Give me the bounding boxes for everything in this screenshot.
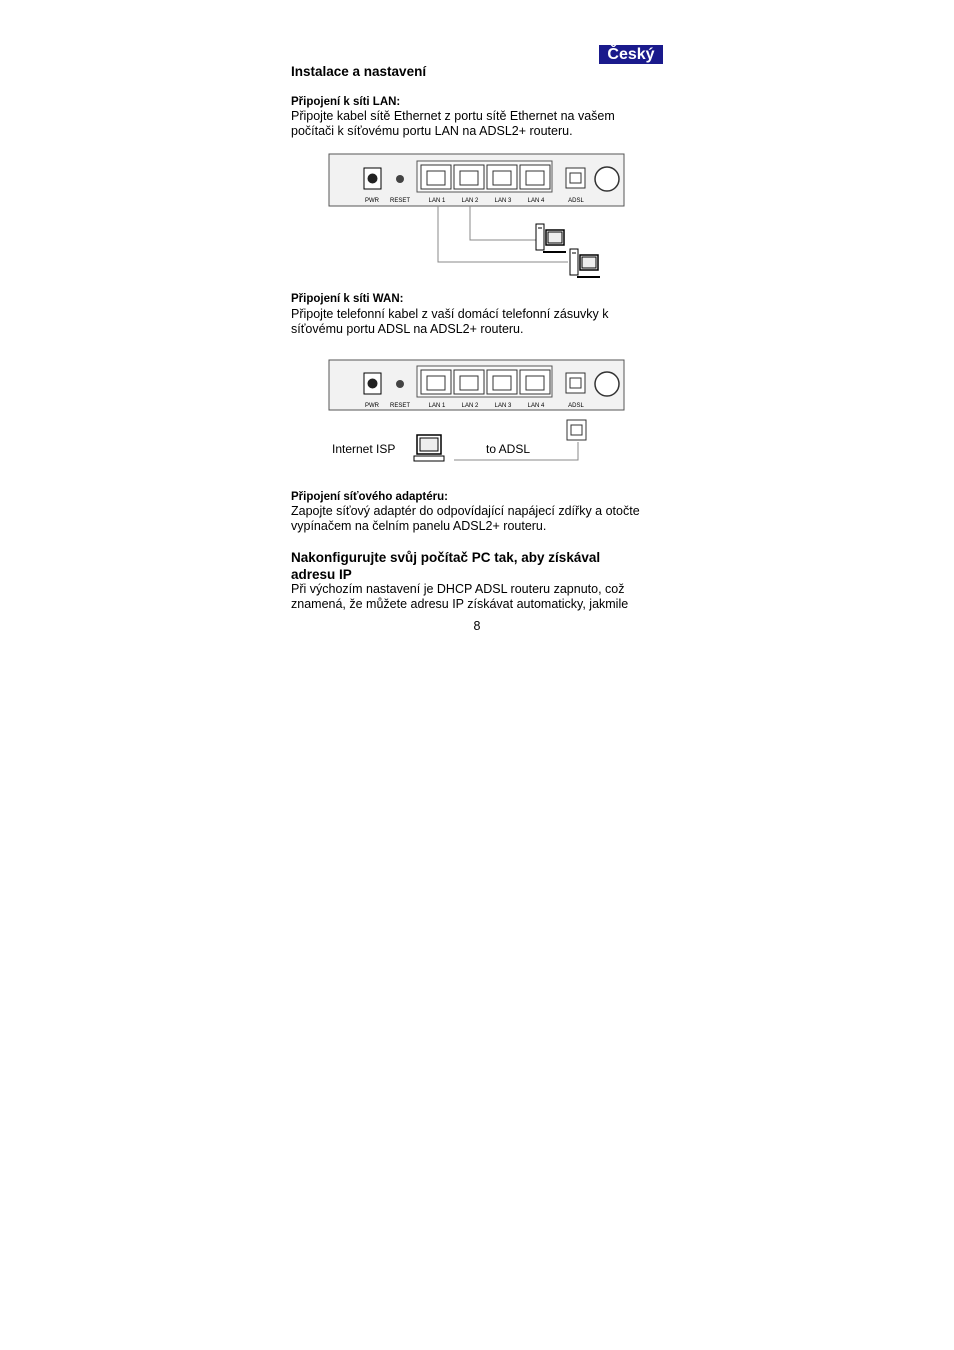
label-pwr: PWR xyxy=(365,403,379,409)
lan-connection-diagram xyxy=(328,152,628,282)
computer-icon xyxy=(414,435,444,461)
power-switch xyxy=(595,372,619,396)
isp-label: Internet ISP xyxy=(332,442,396,456)
lan-heading: Připojení k síti LAN: xyxy=(291,96,401,108)
lan-port-1 xyxy=(421,370,451,394)
lan-port-4 xyxy=(520,165,550,189)
cable-lan2 xyxy=(470,206,538,240)
lan-port-2 xyxy=(454,370,484,394)
label-lan4: LAN 4 xyxy=(527,198,545,204)
label-reset: RESET xyxy=(389,403,411,409)
adsl-label: to ADSL xyxy=(486,442,531,456)
adsl-port xyxy=(566,168,585,188)
adsl-port xyxy=(566,373,585,393)
wan-connection-diagram xyxy=(328,358,628,468)
pc-config-heading: Nakonfigurujte svůj počítač PC tak, aby získával adresu IP xyxy=(291,550,601,582)
label-lan3: LAN 3 xyxy=(494,198,512,204)
label-reset: RESET xyxy=(389,198,411,204)
phone-jack-icon xyxy=(567,420,586,440)
language-badge: Český xyxy=(599,45,663,64)
page-number: 8 xyxy=(473,619,481,633)
lan-port-4 xyxy=(520,370,550,394)
label-adsl: ADSL xyxy=(568,198,584,204)
label-lan3: LAN 3 xyxy=(494,403,512,409)
pc-config-paragraph: Při výchozím nastavení je DHCP ADSL routeru zapnuto, což znamená, že můžete adresu IP získávat automaticky, jakmile xyxy=(291,582,629,611)
lan-port-3 xyxy=(487,165,517,189)
label-adsl: ADSL xyxy=(568,403,584,409)
reset-hole xyxy=(396,380,404,388)
label-lan1: LAN 1 xyxy=(428,403,446,409)
lan-port-2 xyxy=(454,165,484,189)
power-heading: Připojení síťového adaptéru: xyxy=(291,491,448,503)
label-lan1: LAN 1 xyxy=(428,198,446,204)
lan-paragraph: Připojte kabel sítě Ethernet z portu sítě Ethernet na vašem počítači k síťovému portu LAN na ADSL2+ routeru. xyxy=(291,109,615,138)
label-lan2: LAN 2 xyxy=(461,198,479,204)
label-lan4: LAN 4 xyxy=(527,403,545,409)
computer-icon xyxy=(536,224,566,252)
power-switch xyxy=(595,167,619,191)
reset-hole xyxy=(396,175,404,183)
label-pwr: PWR xyxy=(365,198,379,204)
label-lan2: LAN 2 xyxy=(461,403,479,409)
lan-port-1 xyxy=(421,165,451,189)
wan-paragraph: Připojte telefonní kabel z vaší domácí telefonní zásuvky k síťovému portu ADSL na ADSL2+ routeru. xyxy=(291,307,609,336)
computer-icon xyxy=(570,249,600,277)
power-paragraph: Zapojte síťový adaptér do odpovídající napájecí zdířky a otočte vypínačem na čelním panelu ADSL2+ routeru. xyxy=(291,504,640,533)
wan-heading: Připojení k síti WAN: xyxy=(291,293,404,305)
section-title: Instalace a nastavení xyxy=(291,64,427,79)
lan-port-3 xyxy=(487,370,517,394)
